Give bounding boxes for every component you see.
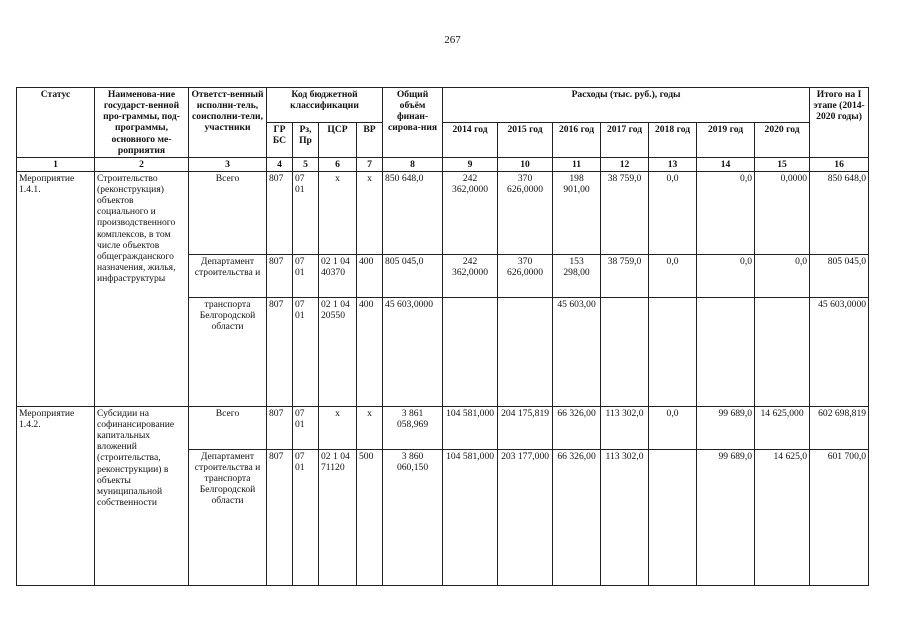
row-responsible: транспорта Белгородской области — [189, 297, 267, 406]
cell-2017: 38 759,0 — [601, 254, 649, 297]
col-number: 12 — [601, 157, 649, 171]
row-name: Строительство (реконструкция) объектов социального и производственного комплексов, в том числе объектов общегражданского назначения, жилья, инфраструктуры — [95, 171, 189, 406]
cell-rzpr: 07 01 — [293, 254, 319, 297]
row-name: Субсидии на софинансирование капитальных вложений (строительства, реконструкции) в объекты муниципальной собственности — [95, 406, 189, 585]
header-row-1 — [17, 88, 869, 123]
cell-2019: 99 689,0 — [697, 406, 755, 449]
cell-2014: 104 581,000 — [443, 449, 498, 585]
cell-vr: х — [357, 171, 383, 254]
cell-2016: 153 298,00 — [553, 254, 601, 297]
cell-2018: 0,0 — [649, 406, 697, 449]
cell-2018: 0,0 — [649, 254, 697, 297]
row-responsible: Всего — [189, 406, 267, 449]
cell-2018: 0,0 — [649, 171, 697, 254]
budget-table — [16, 87, 869, 586]
cell-itog: 601 700,0 — [810, 449, 869, 585]
cell-2014: 242 362,0000 — [443, 171, 498, 254]
cell-2014: 104 581,000 — [443, 406, 498, 449]
cell-grbs: 807 — [267, 449, 293, 585]
cell-2016: 198 901,00 — [553, 171, 601, 254]
header-expenses: Расходы (тыс. руб.), годы — [443, 88, 810, 123]
col-number: 8 — [383, 157, 443, 171]
cell-2017: 113 302,0 — [601, 406, 649, 449]
header-budget-code: Код бюджетной классификации — [267, 88, 383, 123]
col-number: 15 — [755, 157, 810, 171]
header-itog: Итого на I этапе (2014-2020 годы) — [810, 88, 869, 158]
cell-2020: 14 625,0 — [755, 449, 810, 585]
cell-2020: 0,0000 — [755, 171, 810, 254]
cell-total: 3 860 060,150 — [383, 449, 443, 585]
header-year-2019: 2019 год — [697, 122, 755, 157]
table-row — [17, 171, 869, 254]
cell-2019: 0,0 — [697, 254, 755, 297]
cell-2019 — [697, 297, 755, 406]
cell-2015: 370 626,0000 — [498, 171, 553, 254]
cell-rzpr: 07 01 — [293, 171, 319, 254]
col-number: 3 — [189, 157, 267, 171]
cell-rzpr: 07 01 — [293, 449, 319, 585]
col-number: 1 — [17, 157, 95, 171]
cell-rzpr: 07 01 — [293, 297, 319, 406]
row-status: Мероприятие 1.4.2. — [17, 406, 95, 585]
header-year-2015: 2015 год — [498, 122, 553, 157]
cell-itog: 602 698,819 — [810, 406, 869, 449]
cell-total: 3 861 058,969 — [383, 406, 443, 449]
cell-grbs: 807 — [267, 254, 293, 297]
cell-total: 805 045,0 — [383, 254, 443, 297]
cell-vr: х — [357, 406, 383, 449]
col-number: 2 — [95, 157, 189, 171]
cell-2018 — [649, 297, 697, 406]
header-csr: ЦСР — [319, 122, 357, 157]
cell-2017: 113 302,0 — [601, 449, 649, 585]
cell-2015: 204 175,819 — [498, 406, 553, 449]
header-year-2018: 2018 год — [649, 122, 697, 157]
cell-2020: 0,0 — [755, 254, 810, 297]
cell-itog: 805 045,0 — [810, 254, 869, 297]
cell-grbs: 807 — [267, 297, 293, 406]
header-year-2020: 2020 год — [755, 122, 810, 157]
row-status: Мероприятие 1.4.1. — [17, 171, 95, 406]
col-number: 9 — [443, 157, 498, 171]
cell-2020 — [755, 297, 810, 406]
cell-2015: 370 626,0000 — [498, 254, 553, 297]
cell-2019: 99 689,0 — [697, 449, 755, 585]
cell-csr: 02 1 04 20550 — [319, 297, 357, 406]
table-row — [17, 406, 869, 449]
col-number: 16 — [810, 157, 869, 171]
col-number: 6 — [319, 157, 357, 171]
header-year-2014: 2014 год — [443, 122, 498, 157]
col-number: 5 — [293, 157, 319, 171]
col-number: 11 — [553, 157, 601, 171]
row-responsible: Департамент строительства и транспорта Белгородской области — [189, 449, 267, 585]
header-vr: ВР — [357, 122, 383, 157]
column-number-row — [17, 157, 869, 171]
col-number: 7 — [357, 157, 383, 171]
header-total: Общий объём финан-сирова-ния — [383, 88, 443, 158]
header-name: Наименова-ние государст-венной про-граммы, под-программы, основного ме-роприятия — [95, 88, 189, 158]
cell-grbs: 807 — [267, 406, 293, 449]
header-grbs: ГР БС — [267, 122, 293, 157]
cell-2015: 203 177,000 — [498, 449, 553, 585]
cell-vr: 400 — [357, 254, 383, 297]
cell-itog: 850 648,0 — [810, 171, 869, 254]
cell-itog: 45 603,0000 — [810, 297, 869, 406]
cell-csr: х — [319, 406, 357, 449]
cell-2014: 242 362,0000 — [443, 254, 498, 297]
header-year-2016: 2016 год — [553, 122, 601, 157]
cell-2016: 66 326,00 — [553, 406, 601, 449]
cell-2019: 0,0 — [697, 171, 755, 254]
cell-vr: 500 — [357, 449, 383, 585]
cell-2015 — [498, 297, 553, 406]
col-number: 14 — [697, 157, 755, 171]
cell-2017: 38 759,0 — [601, 171, 649, 254]
cell-csr: 02 1 04 40370 — [319, 254, 357, 297]
cell-2016: 45 603,00 — [553, 297, 601, 406]
header-rzpr: Рз, Пр — [293, 122, 319, 157]
col-number: 4 — [267, 157, 293, 171]
cell-2018 — [649, 449, 697, 585]
row-responsible: Всего — [189, 171, 267, 254]
page-number: 267 — [444, 34, 461, 46]
header-year-2017: 2017 год — [601, 122, 649, 157]
cell-vr: 400 — [357, 297, 383, 406]
cell-2020: 14 625,000 — [755, 406, 810, 449]
cell-total: 850 648,0 — [383, 171, 443, 254]
cell-total: 45 603,0000 — [383, 297, 443, 406]
cell-2017 — [601, 297, 649, 406]
col-number: 13 — [649, 157, 697, 171]
cell-csr: х — [319, 171, 357, 254]
header-status: Статус — [17, 88, 95, 158]
cell-2014 — [443, 297, 498, 406]
header-responsible: Ответст-венный исполни-тель, соисполни-тели, участники — [189, 88, 267, 158]
cell-grbs: 807 — [267, 171, 293, 254]
cell-rzpr: 07 01 — [293, 406, 319, 449]
cell-csr: 02 1 04 71120 — [319, 449, 357, 585]
row-responsible: Департамент строительства и — [189, 254, 267, 297]
col-number: 10 — [498, 157, 553, 171]
cell-2016: 66 326,00 — [553, 449, 601, 585]
